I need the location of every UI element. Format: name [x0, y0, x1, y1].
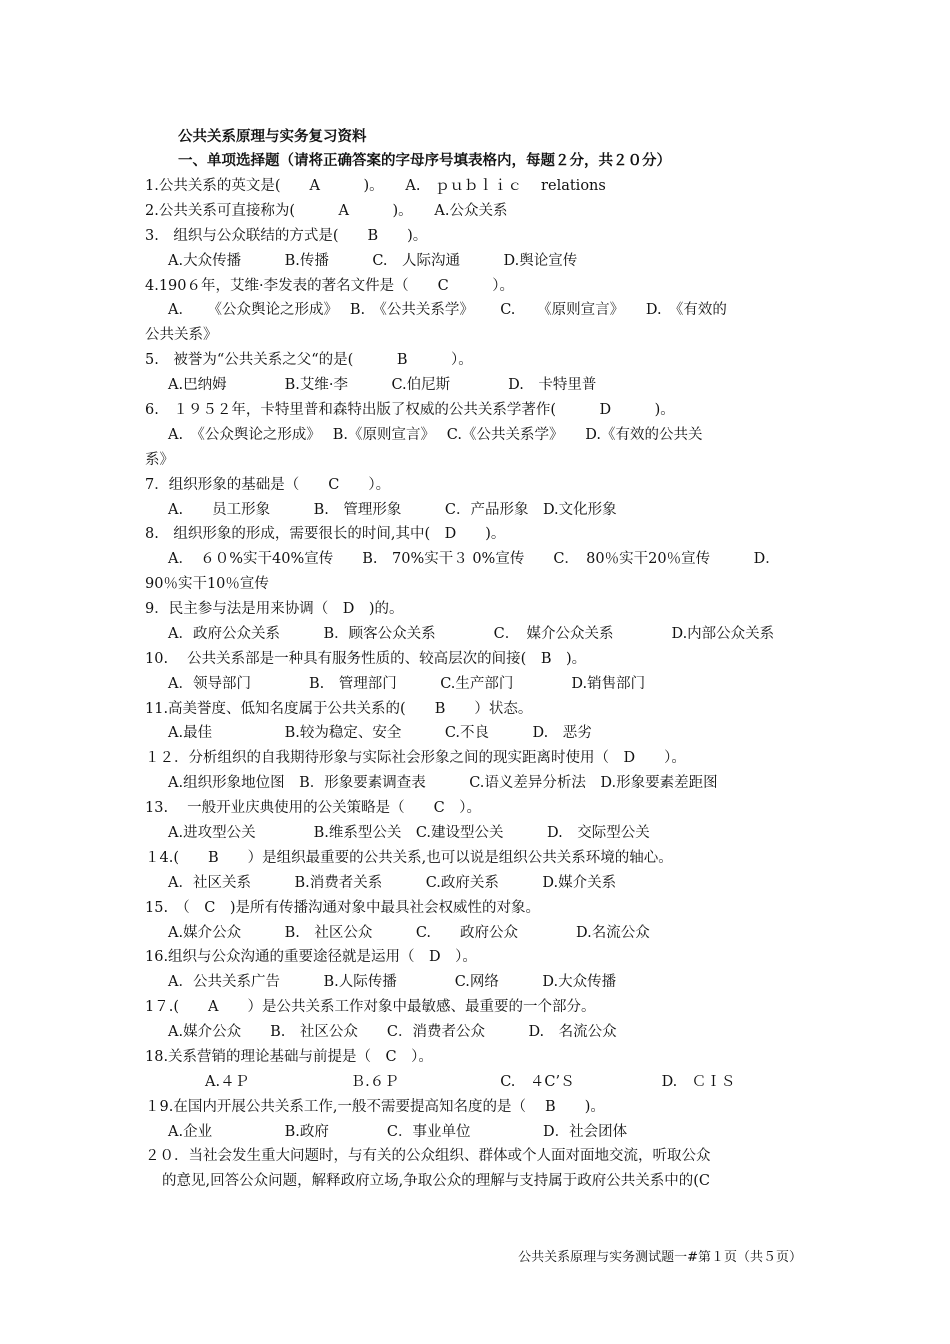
question-9: 9．民主参与法是用来协调（ D )的。	[145, 601, 404, 617]
question-18-options: A.４Ｐ Ｂ.６Ｐ C. ４C’Ｓ D. ＣＩＳ	[205, 1074, 736, 1090]
question-12: １２．分析组织的自我期待形象与实际社会形象之间的现实距离时使用（ D ）。	[145, 750, 686, 766]
question-7-options: A. 员工形象 B. 管理形象 C．产品形象 D.文化形象	[168, 502, 617, 518]
question-4-options-cont: 公共关系》	[145, 327, 218, 343]
question-3: 3. 组织与公众联结的方式是( B )。	[145, 228, 428, 244]
question-10: 10. 公共关系部是一种具有服务性质的、较高层次的间接( B )。	[145, 651, 587, 667]
question-7: 7．组织形象的基础是（ C ）。	[145, 477, 391, 493]
question-6-options-cont: 系》	[145, 452, 174, 468]
question-4-options: A． 《公众舆论之形成》 B. 《公共关系学》 C. 《原则宣言》 D. 《有效的	[168, 302, 727, 318]
question-11: 11.高美誉度、低知名度属于公共关系的( B ）状态。	[145, 701, 533, 717]
question-4: 4.190６年，艾维·李发表的著名文件是（ C ）。	[145, 278, 514, 294]
question-15: 15. （ C )是所有传播沟通对象中最具社会权威性的对象。	[145, 900, 541, 916]
question-14: １4.( B ）是组织最重要的公共关系,也可以说是组织公共关系环境的轴心。	[145, 850, 673, 866]
question-8: 8. 组织形象的形成，需要很长的时间,其中( D )。	[145, 526, 506, 542]
question-3-options: A.大众传播 B.传播 C. 人际沟通 D.舆论宣传	[168, 253, 578, 269]
question-2: 2.公共关系可直接称为( A )。 A.公众关系	[145, 203, 508, 219]
question-17-options: A.媒介公众 B. 社区公众 C．消费者公众 D. 名流公众	[168, 1024, 617, 1040]
question-13-options: A.进攻型公关 B.维系型公关 C.建设型公关 D. 交际型公关	[168, 825, 650, 841]
question-6-options: A. 《公众舆论之形成》 B.《原则宣言》 C.《公共关系学》 D.《有效的公共关	[168, 427, 703, 443]
question-19-options: A.企业 B.政府 C．事业单位 D．社会团体	[168, 1124, 628, 1140]
page-footer: 公共关系原理与实务测试题一#第１页（共５页）	[518, 1250, 802, 1265]
question-18: 18.关系营销的理论基础与前提是（ C ）。	[145, 1049, 433, 1065]
question-8-options-cont: 90％实干10％宣传	[145, 576, 269, 592]
question-16: 16.组织与公众沟通的重要途径就是运用（ D ）。	[145, 949, 477, 965]
question-15-options: A.媒介公众 B. 社区公众 C. 政府公众 D.名流公众	[168, 925, 650, 941]
question-13: 13. 一般开业庆典使用的公关策略是（ C ）。	[145, 800, 482, 816]
question-17: 1７.( A ）是公共关系工作对象中最敏感、最重要的一个部分。	[145, 999, 596, 1015]
question-11-options: A.最佳 B.较为稳定、安全 C.不良 D. 恶劣	[168, 725, 592, 741]
question-8-options: A． ６０%实干40%宣传 B. 70%实干３ 0%宣传 C． 80％实干20％宣传 D．	[168, 551, 780, 567]
question-6: 6. １９５２年，卡特里普和森特出版了权威的公共关系学著作( D )。	[145, 402, 675, 418]
question-14-options: A．社区关系 B.消费者关系 C.政府关系 D.媒介关系	[168, 875, 617, 891]
question-20-cont: 的意见,回答公众问题，解释政府立场,争取公众的理解与支持属于政府公共关系中的(C	[162, 1173, 710, 1189]
question-5-options: A.巴纳姆 B.艾维·李 C.伯尼斯 D. 卡特里普	[168, 377, 597, 393]
question-19: １9.在国内开展公共关系工作,一般不需要提高知名度的是（ B )。	[145, 1099, 605, 1115]
question-1: 1.公共关系的英文是( A )。 A. ｐｕｂｌｉｃ relations	[145, 178, 606, 194]
question-20: ２０．当社会发生重大问题时，与有关的公众组织、群体或个人面对面地交流，听取公众	[145, 1148, 711, 1164]
document-title: 公共关系原理与实务复习资料	[178, 128, 367, 145]
section-heading: 一、单项选择题（请将正确答案的字母序号填表格内，每题２分，共２０分）	[178, 152, 671, 169]
question-5: 5. 被誉为“公共关系之父“的是( B ）。	[145, 352, 473, 368]
question-9-options: A．政府公众关系 B．顾客公众关系 C． 媒介公众关系 D.内部公众关系	[168, 626, 775, 642]
question-16-options: A．公共关系广告 B.人际传播 C.网络 D.大众传播	[168, 974, 617, 990]
question-12-options: A.组织形象地位图 B．形象要素调查表 C.语义差异分析法 D.形象要素差距图	[168, 775, 718, 791]
question-10-options: A．领导部门 B. 管理部门 C.生产部门 D.销售部门	[168, 676, 646, 692]
